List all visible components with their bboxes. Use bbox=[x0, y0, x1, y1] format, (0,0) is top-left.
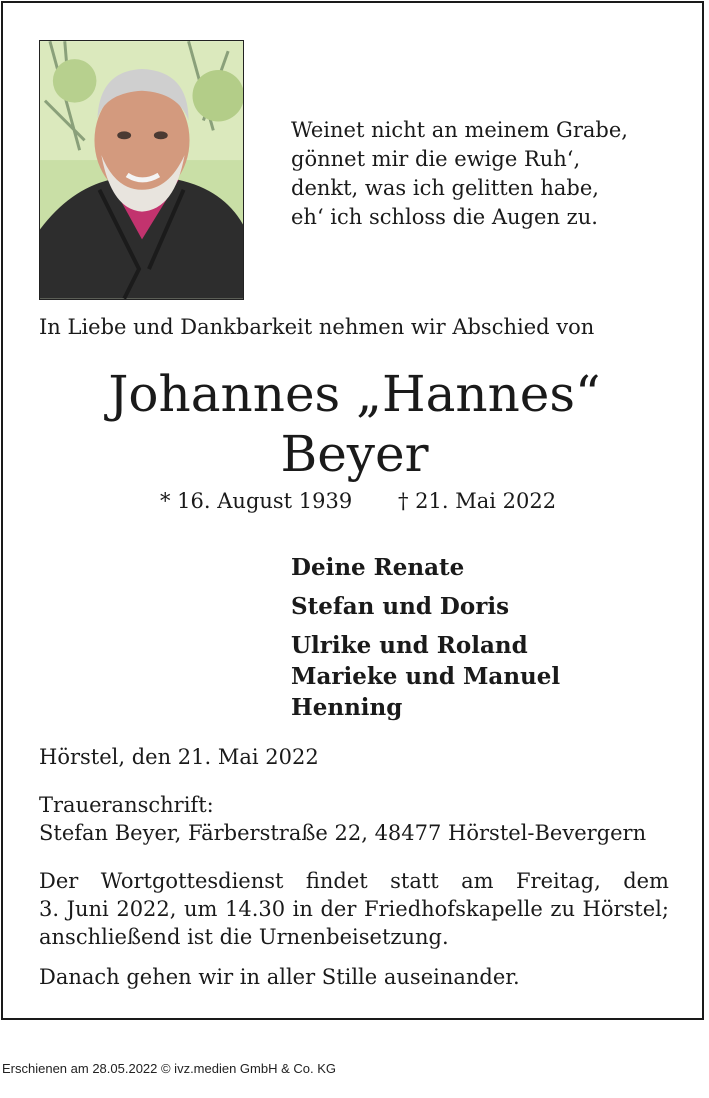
deceased-name-line1: Johannes „Hannes“ bbox=[108, 365, 601, 423]
family-member: Henning bbox=[291, 694, 403, 721]
service-word: 14.30 bbox=[225, 897, 286, 921]
service-word: am bbox=[461, 869, 494, 893]
portrait-photo bbox=[39, 40, 244, 300]
portrait-illustration bbox=[40, 41, 243, 299]
family-member: Marieke und Manuel bbox=[291, 663, 561, 690]
service-word: dem bbox=[623, 869, 669, 893]
death-date: † 21. Mai 2022 bbox=[398, 489, 557, 513]
service-word: Der bbox=[39, 869, 79, 893]
poem-line: gönnet mir die ewige Ruh‘, bbox=[291, 147, 581, 171]
service-word: findet bbox=[305, 869, 368, 893]
service-word: der bbox=[320, 897, 357, 921]
service-word: Hörstel; bbox=[582, 897, 669, 921]
service-word: um bbox=[184, 897, 218, 921]
family-member: Deine Renate bbox=[291, 554, 465, 581]
deceased-name-line2: Beyer bbox=[280, 425, 429, 483]
poem-line: Weinet nicht an meinem Grabe, bbox=[291, 118, 628, 142]
service-line bbox=[39, 867, 669, 895]
family-member: Ulrike und Roland bbox=[291, 632, 528, 659]
service-word: Wortgottesdienst bbox=[100, 869, 284, 893]
service-word: statt bbox=[390, 869, 439, 893]
service-line bbox=[39, 895, 669, 923]
address: Stefan Beyer, Färberstraße 22, 48477 Hörstel-Bevergern bbox=[39, 821, 647, 845]
service-word: Freitag, bbox=[515, 869, 601, 893]
place-date: Hörstel, den 21. Mai 2022 bbox=[39, 745, 319, 769]
service-info bbox=[39, 867, 669, 951]
service-line-last: anschließend ist die Urnenbeisetzung. bbox=[39, 925, 449, 949]
closing-text: Danach gehen wir in aller Stille auseinander. bbox=[39, 965, 520, 989]
family-member: Stefan und Doris bbox=[291, 593, 510, 620]
intro-text: In Liebe und Dankbarkeit nehmen wir Abschied von bbox=[39, 315, 595, 339]
publication-footer: Erschienen am 28.05.2022 © ivz.medien GmbH & Co. KG bbox=[2, 1061, 337, 1076]
service-word: Juni bbox=[66, 897, 109, 921]
poem bbox=[291, 116, 628, 232]
birth-date: * 16. August 1939 bbox=[160, 489, 353, 513]
service-word: Friedhofskapelle bbox=[363, 897, 543, 921]
service-word: 2022, bbox=[116, 897, 177, 921]
address-label: Traueranschrift: bbox=[39, 793, 214, 817]
service-word: zu bbox=[550, 897, 575, 921]
service-word: 3. bbox=[39, 897, 60, 921]
service-word: in bbox=[292, 897, 313, 921]
poem-line: eh‘ ich schloss die Augen zu. bbox=[291, 205, 598, 229]
poem-line: denkt, was ich gelitten habe, bbox=[291, 176, 599, 200]
